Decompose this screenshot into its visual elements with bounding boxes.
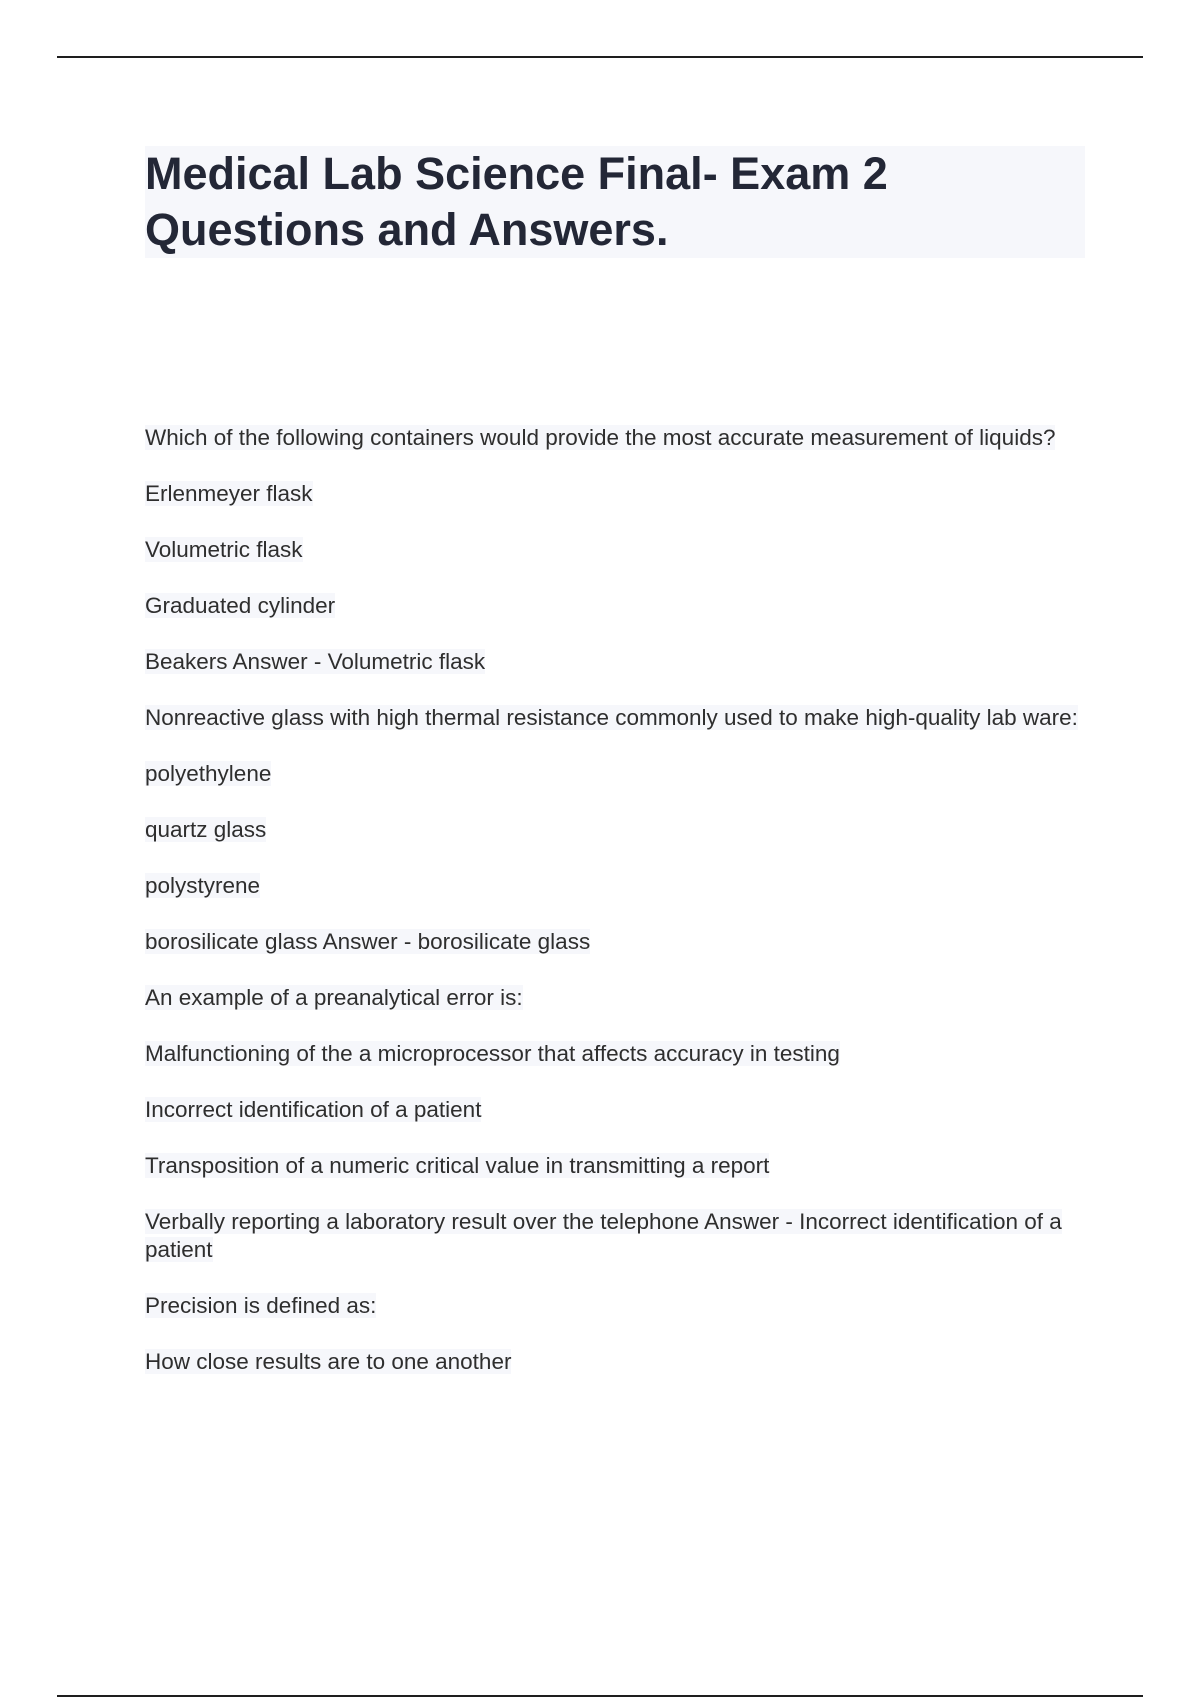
top-divider (57, 56, 1143, 58)
question-text: An example of a preanalytical error is: (145, 985, 523, 1010)
answer-option: quartz glass (145, 817, 267, 842)
answer-option-with-answer: borosilicate glass Answer - borosilicate glass (145, 929, 591, 954)
title-block (145, 146, 1085, 258)
answer-option-with-answer: Beakers Answer - Volumetric flask (145, 649, 486, 674)
answer-option: polyethylene (145, 761, 272, 786)
answer-option: Volumetric flask (145, 537, 303, 562)
question-text: Precision is defined as: (145, 1293, 377, 1318)
answer-option: Transposition of a numeric critical value in transmitting a report (145, 1153, 770, 1178)
question-list (145, 424, 1095, 1404)
question-text: Nonreactive glass with high thermal resistance commonly used to make high-quality lab ware: (145, 705, 1078, 730)
answer-option: Graduated cylinder (145, 593, 336, 618)
answer-option: Incorrect identification of a patient (145, 1097, 482, 1122)
question-text: Which of the following containers would provide the most accurate measurement of liquids? (145, 425, 1056, 450)
answer-option: How close results are to one another (145, 1349, 512, 1374)
bottom-divider (57, 1695, 1143, 1697)
answer-option: Malfunctioning of the a microprocessor that affects accuracy in testing (145, 1041, 840, 1066)
document-title: Medical Lab Science Final- Exam 2 Questions and Answers. (145, 148, 888, 255)
answer-option: Erlenmeyer flask (145, 481, 313, 506)
answer-option: polystyrene (145, 873, 261, 898)
answer-option-with-answer: Verbally reporting a laboratory result over the telephone Answer - Incorrect identification of a patient (145, 1209, 1062, 1262)
